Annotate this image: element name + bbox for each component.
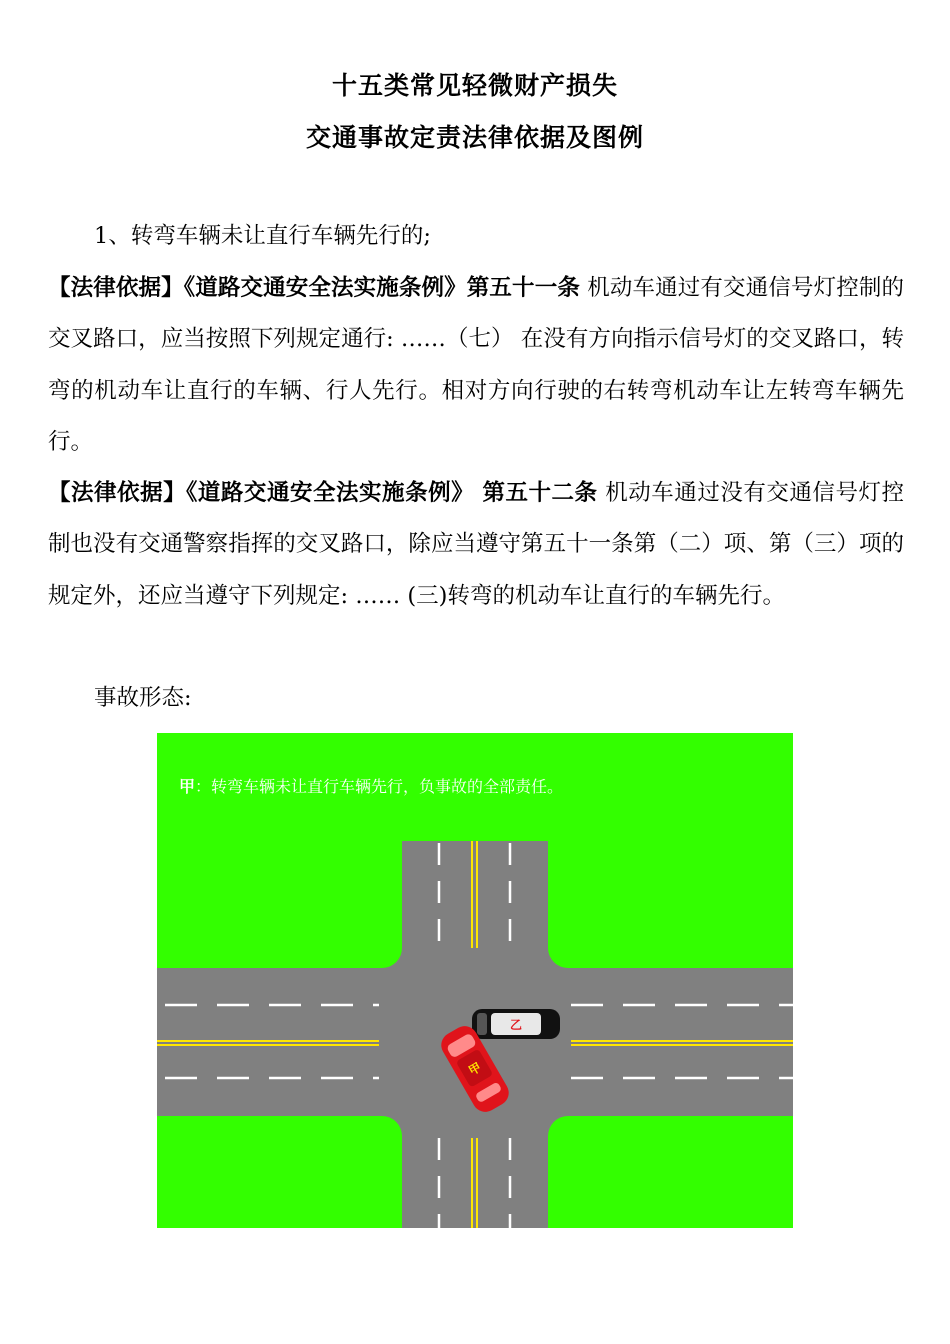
legal-basis-label: 【法律依据】 (48, 480, 187, 506)
car-b (472, 1009, 560, 1039)
diagram-caption-text: ：转弯车辆未让直行车辆先行，负事故的全部责任。 (195, 777, 564, 796)
legal-basis-label: 【法律依据】 (48, 275, 184, 301)
car-b-label: 乙 (509, 1018, 523, 1032)
legal-basis-reference: 《道路交通安全法实施条例》第五十一条 (183, 275, 580, 301)
legal-basis-text: 机动车通过有交通信号灯控制的交叉路口，应当按照下列规定通行: ……（七） 在没有方向指示信号灯的交叉路口，转弯的机动车让直行的车辆、行人先行。相对方向行驶的右转弯机动车让左转弯车辆先行。 (48, 275, 904, 455)
document-title-line1: 十五类常见轻微财产损失 (331, 71, 618, 100)
diagram-caption-party: 甲 (179, 777, 196, 796)
legal-basis-paragraph-1 (48, 263, 904, 468)
item-heading: 1、转弯车辆未让直行车辆先行的; (94, 223, 431, 249)
car-b-windshield (477, 1013, 487, 1035)
accident-form-label: 事故形态: (94, 685, 192, 711)
legal-basis-reference: 《道路交通安全法实施条例》 第五十二条 (186, 480, 598, 506)
legal-basis-text: 机动车通过没有交通信号灯控制也没有交通警察指挥的交叉路口，除应当遵守第五十一条第（二）项、第（三）项的规定外，还应当遵守下列规定: …… (三)转弯的机动车让直行的车辆先行。 (48, 480, 904, 609)
diagram-caption (179, 777, 563, 796)
legal-basis-paragraph-2 (48, 468, 904, 622)
document-title-line2: 交通事故定责法律依据及图例 (305, 123, 644, 152)
car-a-label: 甲 (466, 1059, 484, 1079)
intersection-diagram (157, 733, 793, 1228)
